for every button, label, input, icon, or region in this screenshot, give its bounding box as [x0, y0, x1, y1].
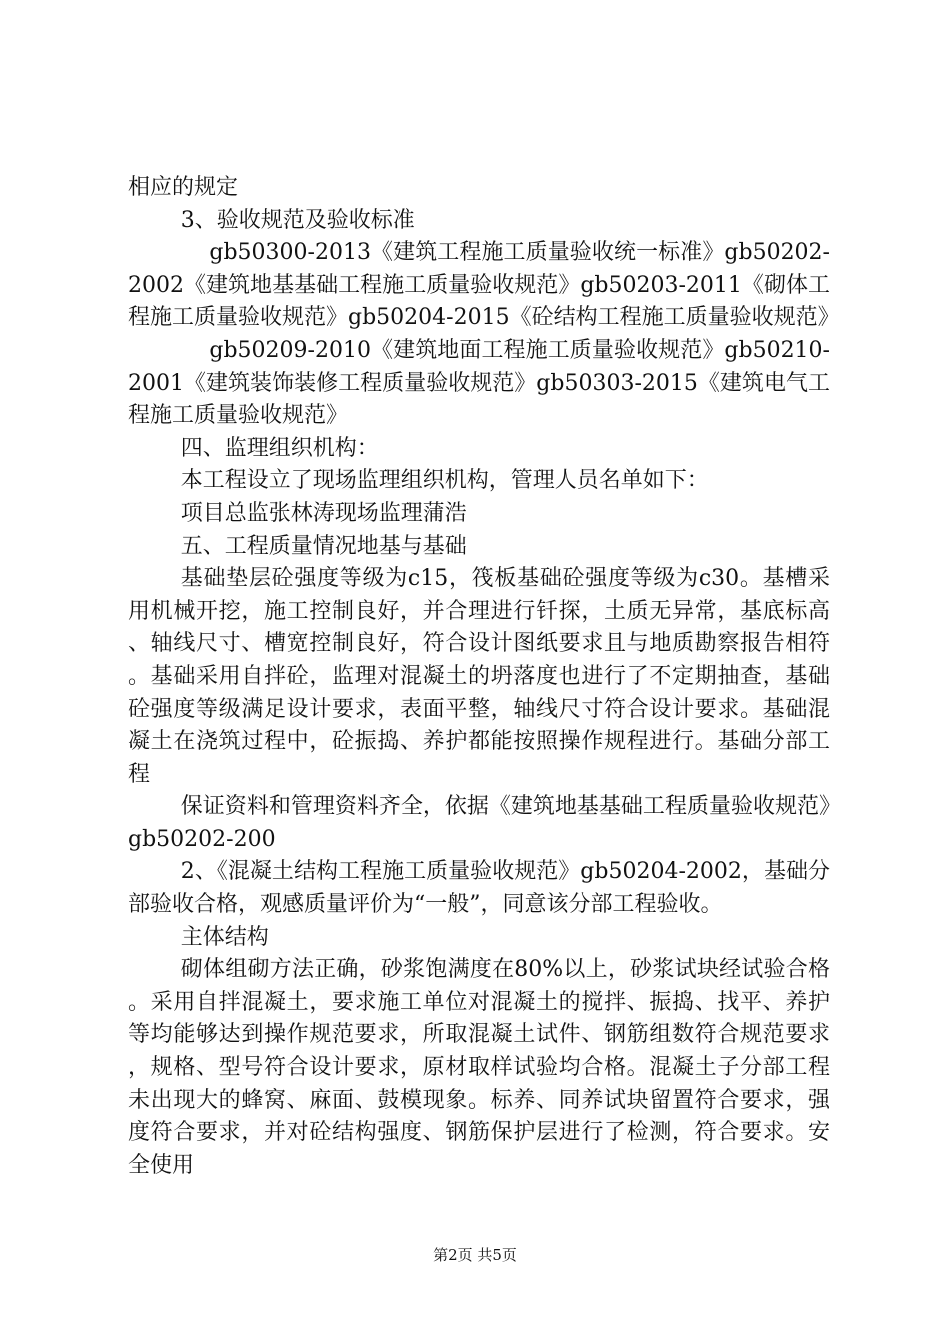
section-heading-quality-foundation: 五、工程质量情况地基与基础 — [180, 533, 467, 559]
paragraph-main-structure-details: 砌体组砌方法正确，砂浆饱满度在80%以上，砂浆试块经试验合格。采用自拌混凝土，要求施工单位对混凝土的搅拌、振捣、找平、养护等均能够达到操作规范要求，所取混凝土试件、钢筋组数符合规范要求，规格、型号符合设计要求，原材取样试验均合格。混凝土子分部工程未出现大的蜂窝、麻面、鼓模现象。标养、同养试块留置符合要求，强度符合要求，并对砼结构强度、钢筋保护层进行了检测，符合要求。安全使用 — [128, 957, 830, 1178]
paragraph-standards-list-2: gb50209-2010《建筑地面工程施工质量验收规范》gb50210-2001《建筑装饰装修工程质量验收规范》gb50303-2015《建筑电气工程施工质量验收规范》 — [128, 337, 830, 429]
section-heading-acceptance-standards: 3、验收规范及验收标准 — [180, 207, 415, 233]
paragraph-foundation-documents: 保证资料和管理资料齐全，依据《建筑地基基础工程质量验收规范》gb50202-200 — [128, 794, 830, 852]
paragraph-foundation-details: 基础垫层砼强度等级为c15，筏板基础砼强度等级为c30。基槽采用机械开挖，施工控制良好，并合理进行钎探，土质无异常，基底标高、轴线尺寸、槽宽控制良好，符合设计图纸要求且与地质勘察报告相符。基础采用自拌砼，监理对混凝土的坍落度也进行了不定期抽查，基础砼强度等级满足设计要求，表面平整，轴线尺寸符合设计要求。基础混凝土在浇筑过程中，砼振捣、养护都能按照操作规程进行。基础分部工程 — [128, 566, 830, 787]
paragraph-foundation-acceptance: 2、《混凝土结构工程施工质量验收规范》gb50204-2002，基础分部验收合格，观感质量评价为“一般”，同意该分部工程验收。 — [128, 859, 830, 918]
paragraph-continuation: 相应的规定 — [128, 175, 239, 200]
page-number-footer: 第2页 共5页 — [433, 1246, 517, 1264]
document-body — [128, 172, 840, 1182]
section-heading-supervision-organization: 四、监理组织机构： — [180, 435, 379, 461]
paragraph-organization-intro: 本工程设立了现场监理组织机构，管理人员名单如下： — [180, 468, 709, 494]
paragraph-personnel: 项目总监张林涛现场监理蒲浩 — [180, 500, 467, 526]
section-heading-main-structure: 主体结构 — [180, 924, 269, 950]
paragraph-standards-list-1: gb50300-2013《建筑工程施工质量验收统一标准》gb50202-2002《建筑地基基础工程施工质量验收规范》gb50203-2011《砌体工程施工质量验收规范》gb50204-2015《砼结构工程施工质量验收规范》 — [128, 240, 840, 331]
